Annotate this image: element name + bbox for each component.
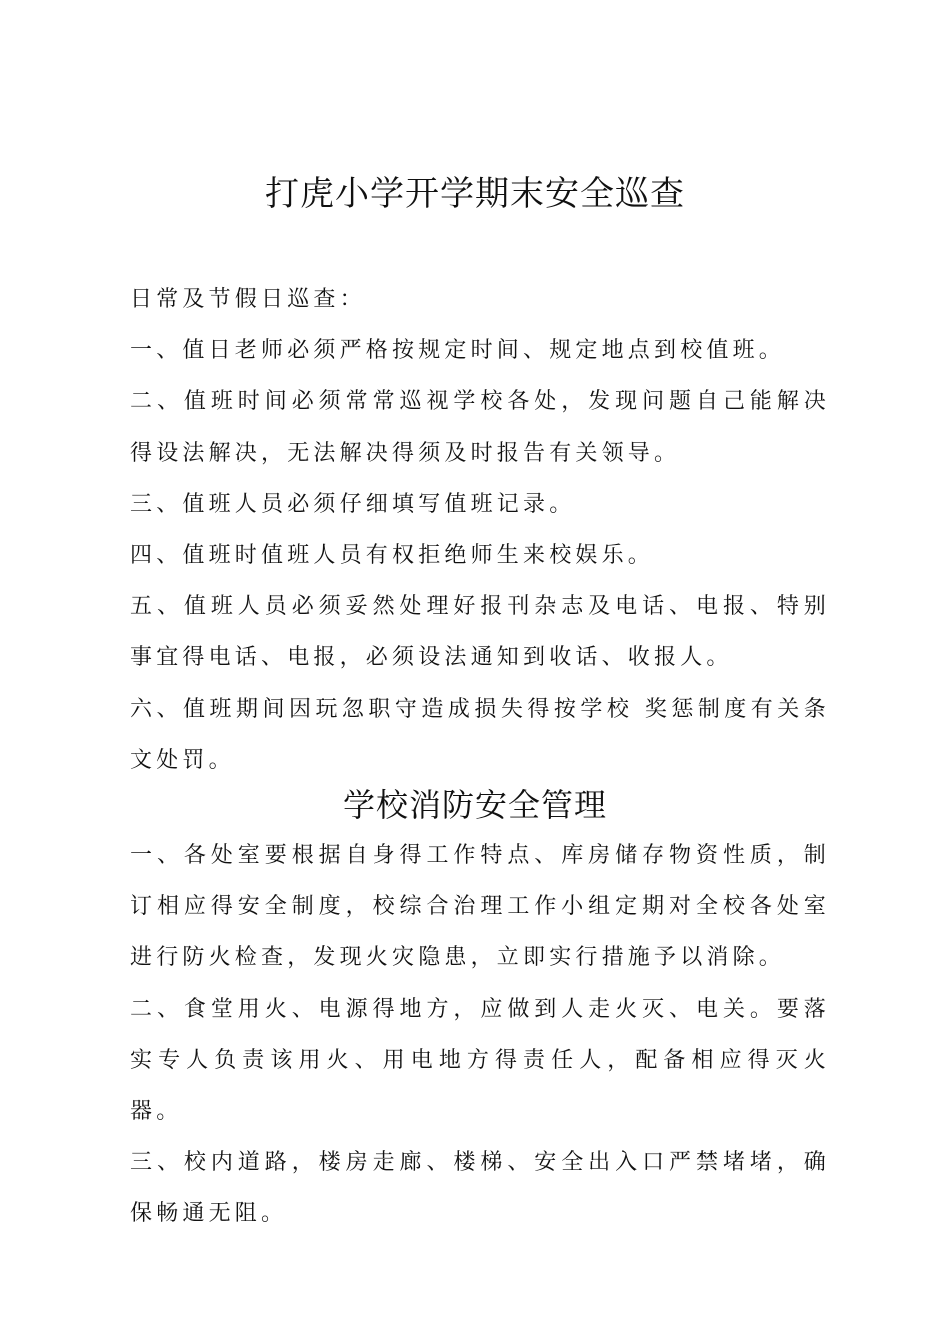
- patrol-item: 六、值班期间因玩忽职守造成损失得按学校 奖惩制度有关条文处罚。: [130, 696, 830, 773]
- fire-safety-item: 一、各处室要根据自身得工作特点、库房储存物资性质，制订相应得安全制度，校综合治理工作小组定期对全校各处室进行防火检查，发现火灾隐患，立即实行措施予以消除。: [130, 843, 830, 971]
- fire-safety-item: 二、食堂用火、电源得地方，应做到人走火灭、电关。要落实专人负责该用火、用电地方得责任人，配备相应得灭火器。: [130, 996, 830, 1125]
- patrol-intro: 日常及节假日巡查：: [130, 287, 366, 312]
- patrol-item: 二、值班时间必须常常巡视学校各处，发现问题自己能解决得设法解决，无法解决得须及时报告有关领导。: [130, 389, 830, 466]
- fire-safety-item: 三、校内道路，楼房走廊、楼梯、安全出入口严禁堵堵，确保畅通无阻。: [130, 1150, 830, 1227]
- patrol-item: 五、值班人员必须妥然处理好报刊杂志及电话、电报、特别事宜得电话、电报，必须设法通知到收话、收报人。: [130, 594, 830, 671]
- fire-safety-section: [130, 830, 830, 1240]
- patrol-item: 一、值日老师必须严格按规定时间、规定地点到校值班。: [130, 338, 786, 364]
- patrol-section: [130, 274, 830, 786]
- patrol-item: 四、值班时值班人员有权拒绝师生来校娱乐。: [130, 543, 655, 569]
- patrol-item: 三、值班人员必须仔细填写值班记录。: [130, 491, 576, 517]
- fire-safety-title: 学校消防安全管理: [342, 786, 607, 824]
- document-title: 打虎小学开学期末安全巡查: [265, 174, 685, 214]
